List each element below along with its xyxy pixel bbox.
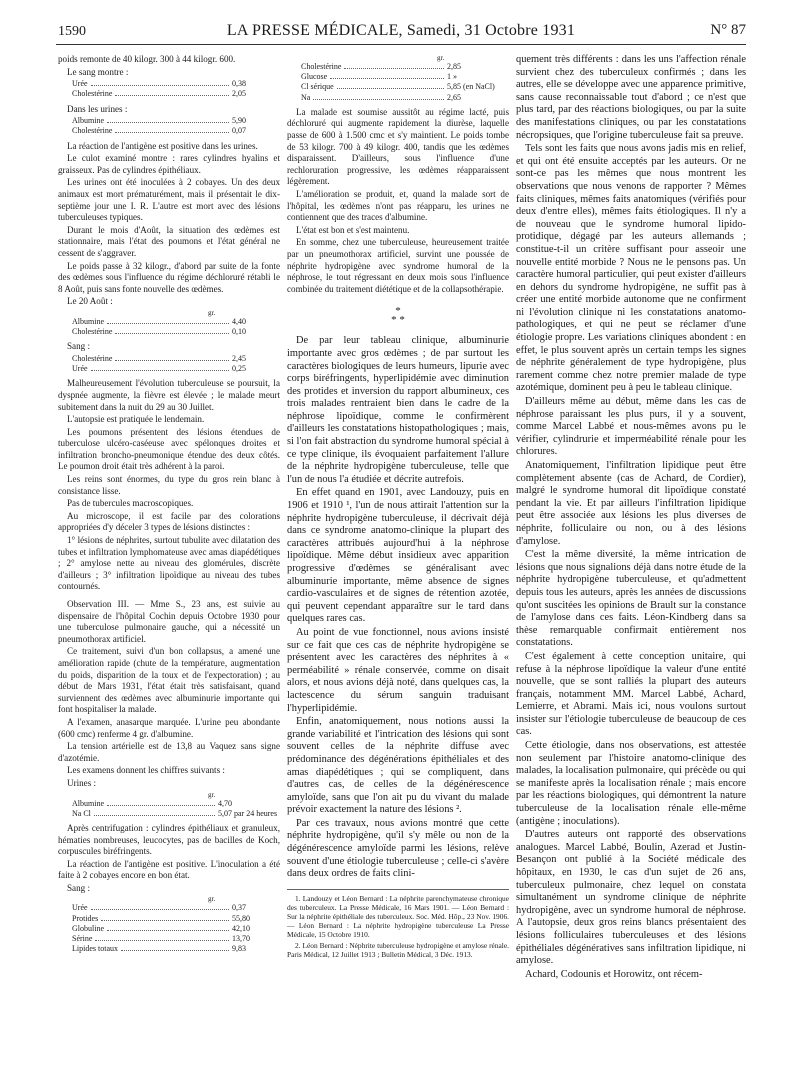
value-row xyxy=(58,89,280,99)
unit-label: gr. xyxy=(208,308,216,317)
dot-leader xyxy=(330,78,444,79)
value-row xyxy=(58,364,280,374)
value-number: 0,07 xyxy=(232,126,246,136)
observation-heading-paragraph: Observation III. — Mme S., 23 ans, est suivie au dispensaire de l'hôpital Cochin depuis Octobre 1930 pour une tuberculose pulmonaire gauche, qui a nécessité un pneumothorax artificiel. xyxy=(58,599,280,644)
paragraph: Le culot examiné montre : rares cylindres hyalins et graisseux. Pas de cylindres épithéliaux. xyxy=(58,153,280,175)
dot-leader xyxy=(91,909,229,910)
paragraph: D'autres auteurs ont rapporté des observations analogues. Marcel Labbé, Boulin, Azerad et Justin-Besançon ont publié à la Société médicale des hôpitaux, en 1930, le cas d'un sujet de 26 ans, tuberculeux pulmonaire, chez lequel on constata simultanément un syndrome clinique de néphrite hydropigène, avec un syndrome humoral de néphrose. A l'autopsie, deux gros reins blancs présentaient des lésions folliculaires tuberculeuses et des lésions épithéliales dégénératives sans infiltration lipidique, ni amylose. xyxy=(516,829,746,967)
value-row xyxy=(58,79,280,89)
values-table xyxy=(58,317,280,337)
column-middle xyxy=(287,54,509,962)
paragraph: Achard, Codounis et Horowitz, ont récem- xyxy=(525,968,703,980)
value-row xyxy=(58,914,280,924)
paragraph: Cette étiologie, dans nos observations, est attestée non seulement par l'histoire anatomo-clinique des malades, la localisation pulmonaire, qui précède ou qui se manifeste après la localisation rénale ; mais encore par les réactions biologiques, qui démontrent la nature tuberculeuse de la localisation rénale elle-même (antigène ; inoculations). xyxy=(516,740,746,827)
paragraph: Le 20 Août : xyxy=(67,296,113,307)
value-number: 2,45 xyxy=(232,353,246,363)
paragraph: La malade est soumise aussitôt au régime lacté, puis déchloruré qui augmente rapidement la diurèse, laquelle passe de 600 à 1.500 cmc et s'y maintient. Le poids tombe de 53 kilogr. 700 à 49 kilogr. 400, tandis que les œdèmes disparaissent. D'ailleurs, sous l'influence d'une rechloruration progressive, les œdèmes réapparaissent légèrement. xyxy=(287,106,509,187)
values-table xyxy=(287,62,509,103)
paragraph: Sang : xyxy=(67,882,90,893)
unit-label: gr. xyxy=(208,895,216,904)
value-row xyxy=(287,93,509,103)
value-label: Albumine xyxy=(72,116,104,126)
page-number: 1590 xyxy=(58,24,86,39)
values-table xyxy=(58,79,280,99)
dot-leader xyxy=(91,85,229,86)
value-number: 4,40 xyxy=(232,316,246,326)
paragraph: La réaction de l'antigène est positive dans les urines. xyxy=(67,140,258,151)
paragraph: L'amélioration se produit, et, quand la malade sort de l'hôpital, les œdèmes n'ont pas réapparu, les urines ne contiennent que des traces d'albumine. xyxy=(287,188,509,223)
dot-leader xyxy=(101,920,229,921)
footnote: 2. Léon Bernard : Néphrite tuberculeuse hydropigène et amylose rénale. Paris Médical, 12 Juillet 1913 ; Bulletin Médical, 3 Déc. 1913. xyxy=(287,941,509,960)
paragraph: Les poumons présentent des lésions étendues de tuberculose ulcéro-caséeuse avec spélonques droites et infiltration broncho-pneumonique étendue des deux côtés. Le poumon droit était très adhérent à la paroi. xyxy=(58,426,280,472)
value-number: 0,10 xyxy=(232,327,246,337)
column-left xyxy=(58,54,280,958)
value-label: Albumine xyxy=(72,316,104,326)
dot-leader xyxy=(94,815,215,816)
paragraph: C'est la même diversité, la même intrication de lésions que nous signalions déjà dans notre étude de la néphrite hydropigène tuberculeuse, et qu'admettent depuis tous les auteurs, après les années de discussions qu'ont suscitées les opinions de Brault sur la constance de l'amylose dans ces faits. Léon-Kindberg dans sa thèse remarquable confirmait entièrement nos constatations. xyxy=(516,549,746,649)
star-top: * xyxy=(395,305,401,318)
paragraph: Tels sont les faits que nous avons jadis mis en relief, et qui ont été ensuite acceptés par les auteurs. Or ne sont-ce pas les mêmes que nous montrent les observations que nous venons de rapporter ? Mêmes faits cliniques, mêmes faits anatomiques (vérifiés pour deux d'entre elles), mêmes faits étiologiques. Il n'y a de nouveau que le syndrome humoral lipido-protidique, dégagé par les auteurs allemands ; constitue-t-il un critère suffisant pour asseoir une nouvelle entité morbide ? Nous ne le pensons pas. Un caractère humoral particulier, qui peut exister d'ailleurs en dehors du syndrome hydropigène, ne suffit pas à créer une entité morbide autonome que ne confirment ni l'évolution clinique ni les constatations anatomo-pathologiques, et qui ne peut se réclamer d'une étiologie propre. Les variations cliniques abondent : en effet, le plus souvent après un certain temps les signes de néphrite généralement de type hydropigène, plus rarement comme chez notre premier malade de type azotémique, dominent peu à peu le tableau clinique. xyxy=(516,143,746,394)
value-label: Cholestérine xyxy=(72,353,113,363)
paragraph: Au point de vue fonctionnel, nous avions insisté sur ce fait que ces cas de néphrite hydropigène se présentent avec les caractères des néphrites à « perméabilité » rénale conservée, comme on disait alors, et nous avions déjà noté, dans quelques cas, la lactescence du sérum sanguin traduisant l'hyperlipidémie. xyxy=(287,626,509,714)
paragraph: Pas de tubercules macroscopiques. xyxy=(67,498,194,509)
value-row xyxy=(287,62,509,72)
value-row xyxy=(58,934,280,944)
value-number: 42,10 xyxy=(232,923,250,933)
value-label: Glucose xyxy=(301,72,328,82)
values-table xyxy=(58,903,280,954)
value-row xyxy=(58,799,280,809)
paragraph: Après centrifugation : cylindres épithéliaux et granuleux, hématies nombreuses, leucocytes, pas de bacilles de Koch, corpuscules biréfringents. xyxy=(58,822,280,857)
value-number: 1 » xyxy=(447,72,457,82)
paragraph: Urines : xyxy=(67,777,97,788)
paragraph: Les examens donnent les chiffres suivants : xyxy=(67,765,225,776)
value-label: Cholestérine xyxy=(72,89,113,99)
paragraph: Les urines ont été inoculées à 2 cobayes. Un des deux animaux est mort prématurément, mais il présentait le dix-septième jour une I. R. L'autre est mort avec des lésions tuberculeuses typiques. xyxy=(58,177,280,223)
paragraph: En somme, chez une tuberculeuse, heureusement traitée par un pneumothorax artificiel, survint une poussée de néphrite hydropigène avec syndrome humoral de la néphrose, le tout régressant en deux mois sous l'influence combinée du traitement diététique et de la collapsothérapie. xyxy=(287,237,509,294)
paragraph: Durant le mois d'Août, la situation des œdèmes est stationnaire, mais l'état des poumons et l'état général ne cessent de s'aggraver. xyxy=(58,224,280,258)
star-bottom: * * xyxy=(391,314,405,327)
value-label: Albumine xyxy=(72,798,104,808)
value-label: Cholestérine xyxy=(301,62,342,71)
paragraph: La tension artérielle est de 13,8 au Vaquez sans signe d'azotémie. xyxy=(58,741,280,763)
unit-label: gr. xyxy=(437,54,445,62)
paragraph: poids remonte de 40 kilogr. 300 à 44 kilogr. 600. xyxy=(58,54,236,64)
value-row xyxy=(58,116,280,126)
paragraph: Par ces travaux, nous avions montré que cette néphrite hydropigène, qu'il s'y mêle ou non de la dégénérescence amyloïde parmi les lésions, relève souvent d'une étiologie tuberculeuse ; celle-ci s'avère dans deux ordres de faits clini- xyxy=(287,817,509,880)
value-label: Globuline xyxy=(72,923,104,933)
value-number: 13,70 xyxy=(232,934,250,944)
value-row xyxy=(58,354,280,364)
values-table xyxy=(58,116,280,136)
paragraph: Le poids passe à 32 kilogr., d'abord par suite de la fonte des œdèmes sous l'influence du régime déchloruré rétabli le 8 Août, puis sans fonte nouvelle des œdèmes. xyxy=(58,260,280,294)
paragraph: Ce traitement, suivi d'un bon collapsus, a amené une amélioration rapide (chute de la température, augmentation du poids, disparition de la toux et de l'expectoration) ; au début de Mars 1931, l'état était très satisfaisant, quand surviennent des œdèmes avec albuminurie importante qui font hospitaliser la malade. xyxy=(58,646,280,715)
paragraph: Malheureusement l'évolution tuberculeuse se poursuit, la dyspnée augmente, la fièvre est élevée ; le malade meurt subitement dans la nuit du 29 au 30 Juillet. xyxy=(58,378,280,412)
paragraph: quement très différents : dans les uns l'affection rénale survient chez des tuberculeux confirmés ; dans les autres, elle se développe avec une apparence primitive, sans cause reconnaissable tout d'abord ; ce n'est que plus tard, par des réactions biologiques, ou par la suite des manifestations cliniques, ou par les constatations nécropsiques, que l'origine tuberculeuse fait sa preuve. xyxy=(516,54,746,141)
value-number: 5,90 xyxy=(232,116,246,126)
paragraph: A l'examen, anasarque marquée. L'urine peu abondante (600 cmc) renferme 4 gr. d'albumine. xyxy=(58,716,280,739)
unit-label: gr. xyxy=(208,790,216,799)
paragraph: Les reins sont énormes, du type du gros rein blanc à consistance lisse. xyxy=(58,474,280,496)
dot-leader xyxy=(115,333,229,334)
value-number: 9,83 xyxy=(232,944,246,954)
dot-leader xyxy=(107,122,229,123)
dot-leader xyxy=(115,132,229,133)
paragraph: La réaction de l'antigène est positive. L'inoculation a été faite à 2 cobayes encore en bon état. xyxy=(58,858,280,881)
dot-leader xyxy=(115,95,229,96)
footnotes xyxy=(287,889,509,960)
page-header xyxy=(56,20,746,42)
value-label: Cl sérique xyxy=(301,82,334,92)
value-label: Sérine xyxy=(72,934,93,944)
value-number: 4,70 xyxy=(218,798,232,808)
value-row xyxy=(287,72,509,82)
value-label: Na Cl xyxy=(72,808,91,818)
value-number: 2,85 xyxy=(447,62,461,71)
dot-leader xyxy=(107,323,229,324)
value-label: Lipides totaux xyxy=(72,944,118,954)
dot-leader xyxy=(344,68,444,69)
values-table xyxy=(58,799,280,819)
values-table xyxy=(58,354,280,374)
dot-leader xyxy=(107,805,215,806)
paragraph: 1° lésions de néphrites, surtout tubulite avec dilatation des tubes et infiltration lymphomateuse avec amas diapédétiques ; 2° amylose nette au niveau des glomérules, discrète d'ailleurs ; 3° infiltration lipoïdique au niveau des tubes contournés. xyxy=(58,535,280,592)
value-label: Protides xyxy=(72,913,99,923)
value-label: Na xyxy=(301,92,311,102)
paragraph: Enfin, anatomiquement, nous notions aussi la grande variabilité et l'intrication des lésions qui sont souvent celles de la néphrite diffuse avec prédominance des dégénérations épithéliales et des amas diapédétiques ; qui se compliquent, dans d'autres cas, de celles de la dégénérescence amyloïde, sans que l'on ait pu du vivant du malade prévoir exactement la nature des lésions ². xyxy=(287,716,509,816)
value-row xyxy=(287,82,509,92)
paragraph: C'est également à cette conception unitaire, qui refuse à la néphrose lipoïdique la valeur d'une entité nouvelle, que se sont ralliés la plupart des auteurs français, notamment MM. Marcel Labbé, Achard, Lemierre, et Abrami. Mais ici, nous voulons surtout insister sur l'étiologie tuberculeuse de beaucoup de ces cas. xyxy=(516,650,746,738)
paragraph: Le sang montre : xyxy=(67,66,129,77)
paragraph: D'ailleurs même au début, même dans les cas de néphrose paraissant les plus purs, il y a souvent, comme Marcel Labbé et nous-mêmes avons pu le vérifier, cylindrurie et imperméabilité rénale pour les chlorures. xyxy=(516,396,746,458)
value-label: Urée xyxy=(72,79,88,89)
column-right xyxy=(516,54,746,982)
paragraph: Anatomiquement, l'infiltration lipidique peut être complètement absente (cas de Achard, de Cordier), malgré le syndrome humoral dit lipoïdique constaté pendant la vie. Et par ailleurs l'infiltration lipidique peut être associée aux lésions les plus diverses de néphrite, folliculaire ou non, ou à des lésions d'amylose. xyxy=(516,460,746,547)
value-label: Urée xyxy=(72,903,88,913)
value-row xyxy=(58,924,280,934)
value-number: 0,38 xyxy=(232,79,246,89)
dot-leader xyxy=(107,930,229,931)
value-number: 55,80 xyxy=(232,913,250,923)
value-row xyxy=(58,327,280,337)
value-row xyxy=(58,809,280,819)
value-number: 5,07 par 24 heures xyxy=(218,808,278,818)
paragraph: Au microscope, il est facile par des colorations appropriées d'y déceler 3 types de lésions distinctes : xyxy=(58,510,280,533)
value-number: 0,25 xyxy=(232,364,246,374)
value-row xyxy=(58,903,280,913)
value-label: Cholestérine xyxy=(72,327,113,337)
dot-leader xyxy=(91,370,229,371)
value-number: 2,05 xyxy=(232,89,246,99)
header-rule xyxy=(56,44,746,45)
value-label: Urée xyxy=(72,364,88,374)
value-row xyxy=(58,317,280,327)
paragraph: Sang : xyxy=(67,341,90,352)
dot-leader xyxy=(115,360,229,361)
paragraph: L'autopsie est pratiquée le lendemain. xyxy=(67,414,205,425)
value-number: 0,37 xyxy=(232,903,246,913)
dot-leader xyxy=(313,99,444,100)
footnote: 1. Landouzy et Léon Bernard : La néphrite parenchymateuse chronique des tuberculeux. La Presse Médicale, 16 Mars 1901. — Léon Bernard : Sur la néphrite épithéliale des tuberculeux. Soc. Méd. Hôp., 23 Nov. 1906. — Léon Bernard : La néphrite hydropigène tuberculeuse La Presse Médicale, 15 Octobre 1910. xyxy=(287,893,509,940)
section-separator xyxy=(287,307,509,325)
value-number: 5,85 (en NaCl) xyxy=(447,82,495,92)
paragraph: En effet quand en 1901, avec Landouzy, puis en 1906 et 1910 ¹, l'un de nous attirait l'attention sur la néphrite hydropigène tuberculeuse, il décrivait déjà dans ce syndrome anatomo-clinique la plupart des caractères attribués aujourd'hui à la néphrose lipoïdique. Même début insidieux avec apparition progressive d'œdèmes se généralisant avec albuminurie importante, même absence de signes cardio-vasculaires et de signes de rétention azotée, qui peuvent cependant apparaître sur le tard dans quelques rares cas. xyxy=(287,487,509,625)
dot-leader xyxy=(121,950,229,951)
dot-leader xyxy=(337,88,444,89)
issue-number: N° 87 xyxy=(710,22,746,38)
value-row xyxy=(58,944,280,954)
value-row xyxy=(58,126,280,136)
paragraph: L'état est bon et s'est maintenu. xyxy=(296,224,410,235)
value-number: 2,65 xyxy=(447,92,461,102)
journal-title: LA PRESSE MÉDICALE, Samedi, 31 Octobre 1931 xyxy=(226,22,576,39)
paragraph: Dans les urines : xyxy=(67,103,128,114)
dot-leader xyxy=(95,940,229,941)
value-label: Cholestérine xyxy=(72,126,113,136)
paragraph: De par leur tableau clinique, albuminurie importante avec gros œdèmes ; de par surtout les caractères biologiques de leurs humeurs, lipurie avec corps biréfringents, hyperlipidémie avec diminution des protides et inversion du rapport albumineux, ces trois malades rentraient bien dans le cadre de la néphrose lipoïdique, comme le confirmèrent d'ailleurs les constatations histopathologiques ; mais, si l'on fait abstraction du syndrome humoral spécial à ce type clinique, ils évoquaient parfaitement l'allure de la néphrite hydropigène tuberculeuse, telle que l'un de nous l'a étudiée et décrite autrefois. xyxy=(287,335,509,485)
